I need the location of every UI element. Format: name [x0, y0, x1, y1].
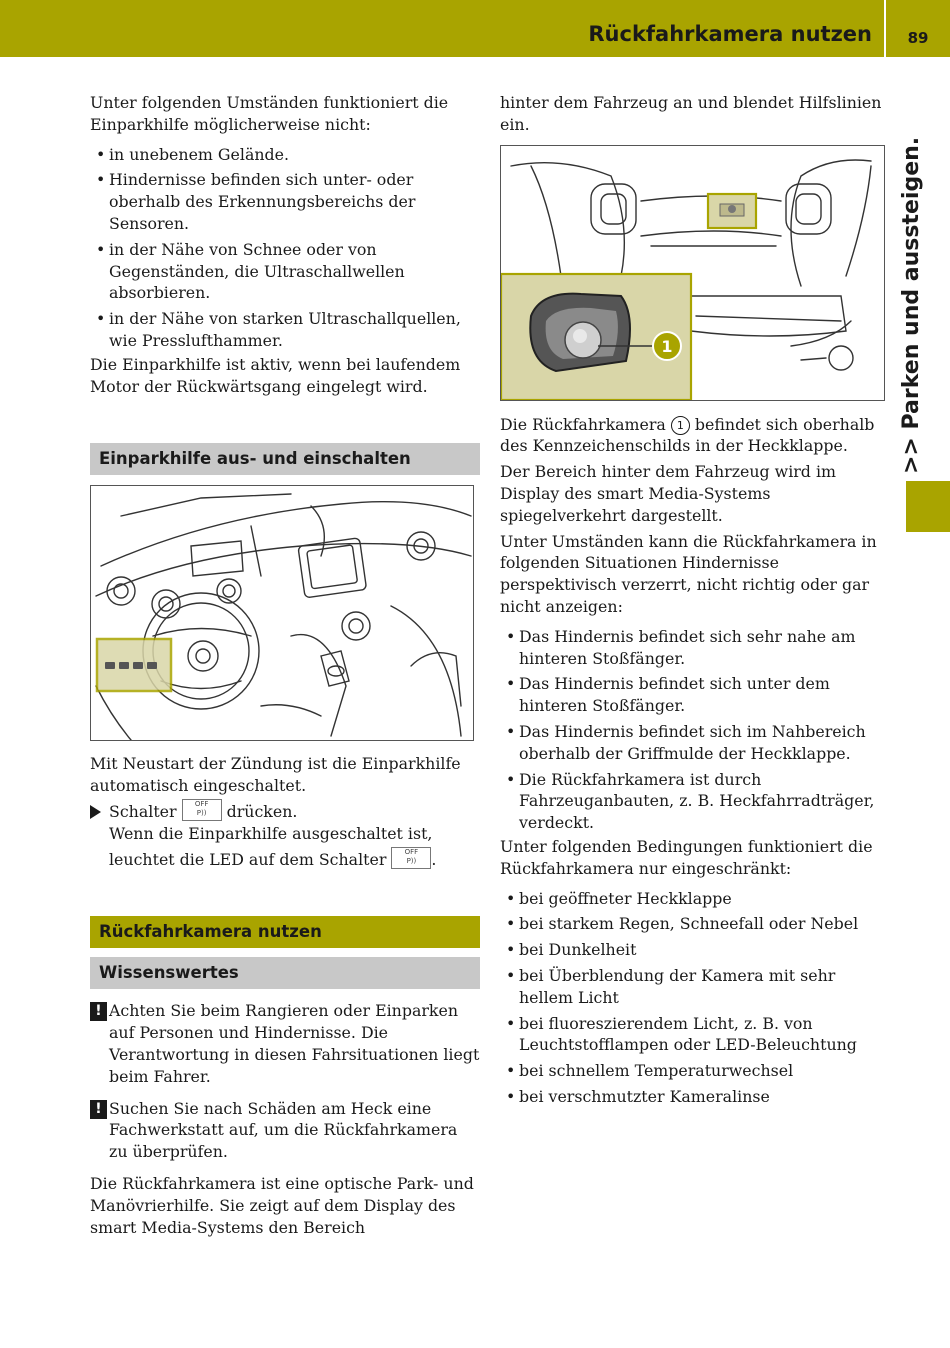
instruction-step	[90, 801, 480, 870]
list-item: • Das Hindernis befindet sich im Nahbereich oberhalb der Griffmulde der Heckklappe.	[500, 721, 890, 765]
left-column	[90, 92, 480, 1242]
limitations-list	[90, 144, 480, 352]
restart-paragraph: Mit Neustart der Zündung ist die Einparkhilfe automatisch eingeschaltet.	[90, 754, 461, 796]
list-item: • bei Dunkelheit	[500, 939, 890, 961]
list-item: • Das Hindernis befindet sich sehr nahe am hinteren Stoßfänger.	[500, 626, 890, 670]
limited-list	[500, 888, 890, 1108]
list-item: • in der Nähe von starken Ultraschallquellen, wie Presslufthammer.	[90, 308, 480, 352]
active-paragraph: Die Einparkhilfe ist aktiv, wenn bei laufendem Motor der Rückwärtsgang eingelegt wird.	[90, 354, 461, 396]
section-heading-parking-aid: Einparkhilfe aus- und einschalten	[90, 443, 480, 475]
switch-label-bottom: P))	[406, 857, 417, 866]
warning-note	[90, 1098, 480, 1163]
page-header	[0, 0, 884, 57]
location-suffix: befindet sich oberhalb des Kennzeichenschilds in der Heckklappe.	[500, 414, 875, 456]
chapter-tab-marker	[906, 481, 950, 532]
limited-intro: Unter folgenden Bedingungen funktioniert die Rückfahrkamera nur eingeschränkt:	[500, 836, 873, 878]
parking-switch-icon	[182, 799, 222, 821]
list-item: • in der Nähe von Schnee oder von Gegenständen, die Ultraschallwellen absorbieren.	[90, 239, 480, 304]
list-item: • bei Überblendung der Kamera mit sehr hellem Licht	[500, 965, 890, 1009]
list-item: • in unebenem Gelände.	[90, 144, 480, 166]
intro-paragraph: Unter folgenden Umständen funktioniert die Einparkhilfe möglicherweise nicht:	[90, 93, 449, 134]
step-arrow-icon	[90, 805, 101, 819]
list-item: • bei fluoreszierendem Licht, z. B. von Leuchtstofflampen oder LED-Beleuchtung	[500, 1013, 890, 1057]
step-prefix: Schalter	[109, 801, 177, 821]
step-result-1: Wenn die Einparkhilfe ausgeschaltet ist,	[109, 823, 433, 843]
warning-text: Achten Sie beim Rangieren oder Einparken auf Personen und Hindernisse. Die Verantwortung in diesen Fahrsituationen liegt beim Fahrer.	[109, 1001, 480, 1086]
list-item: • bei starkem Regen, Schneefall oder Nebel	[500, 913, 890, 935]
continued-paragraph: hinter dem Fahrzeug an und blendet Hilfslinien ein.	[500, 93, 882, 134]
chapter-side-label-text: >> Parken und aussteigen.	[899, 136, 924, 474]
list-item: • Das Hindernis befindet sich unter dem hinteren Stoßfänger.	[500, 673, 890, 717]
section-heading-rear-camera: Rückfahrkamera nutzen	[90, 916, 480, 948]
callout-marker: 1	[671, 416, 690, 435]
rear-camera-illustration	[500, 145, 885, 401]
step-suffix: drücken.	[226, 801, 298, 821]
switch-label-top: OFF	[194, 800, 209, 809]
mirror-paragraph: Der Bereich hinter dem Fahrzeug wird im Display des smart Media-Systems spiegelverkehrt dargestellt.	[500, 462, 836, 525]
section-heading-good-to-know: Wissenswertes	[90, 957, 480, 989]
parking-switch-icon	[391, 847, 431, 869]
location-prefix: Die Rückfahrkamera	[500, 414, 666, 434]
page-title: Rückfahrkamera nutzen	[588, 22, 872, 46]
dashboard-drawing	[91, 486, 473, 740]
list-item: • bei verschmutzter Kameralinse	[500, 1086, 890, 1108]
list-item: • bei geöffneter Heckklappe	[500, 888, 890, 910]
list-item: • Hindernisse befinden sich unter- oder oberhalb des Erkennungsbereichs der Sensoren.	[90, 169, 480, 234]
warning-icon: !	[90, 1002, 107, 1021]
warning-icon: !	[90, 1100, 107, 1119]
list-item: • bei schnellem Temperaturwechsel	[500, 1060, 890, 1082]
right-column	[500, 92, 890, 1112]
warning-text: Suchen Sie nach Schäden am Heck eine Fachwerkstatt auf, um die Rückfahrkamera zu überprüfen.	[109, 1098, 458, 1162]
dashboard-illustration	[90, 485, 474, 741]
camera-intro-paragraph: Die Rückfahrkamera ist eine optische Park- und Manövrierhilfe. Sie zeigt auf dem Display des smart Media-Systems den Bereich	[90, 1173, 474, 1237]
switch-label-bottom: P))	[196, 809, 207, 818]
switch-label-top: OFF	[404, 848, 419, 857]
location-paragraph	[500, 414, 890, 458]
warning-note	[90, 1000, 480, 1087]
distortion-list	[500, 626, 890, 834]
step-result-2-wrap	[109, 849, 480, 871]
distortion-intro: Unter Umständen kann die Rückfahrkamera in folgenden Situationen Hindernisse perspektivisch verzerrt, nicht richtig oder gar nicht anzeigen:	[500, 531, 877, 616]
list-item: • Die Rückfahrkamera ist durch Fahrzeuganbauten, z. B. Heckfahrradträger, verdeckt.	[500, 769, 890, 834]
callout-label: 1	[661, 336, 673, 356]
step-result-2: leuchtet die LED auf dem Schalter	[109, 849, 387, 869]
page-number: 89	[886, 0, 950, 57]
rear-car-drawing	[501, 146, 884, 400]
step-result-end: .	[431, 849, 437, 869]
